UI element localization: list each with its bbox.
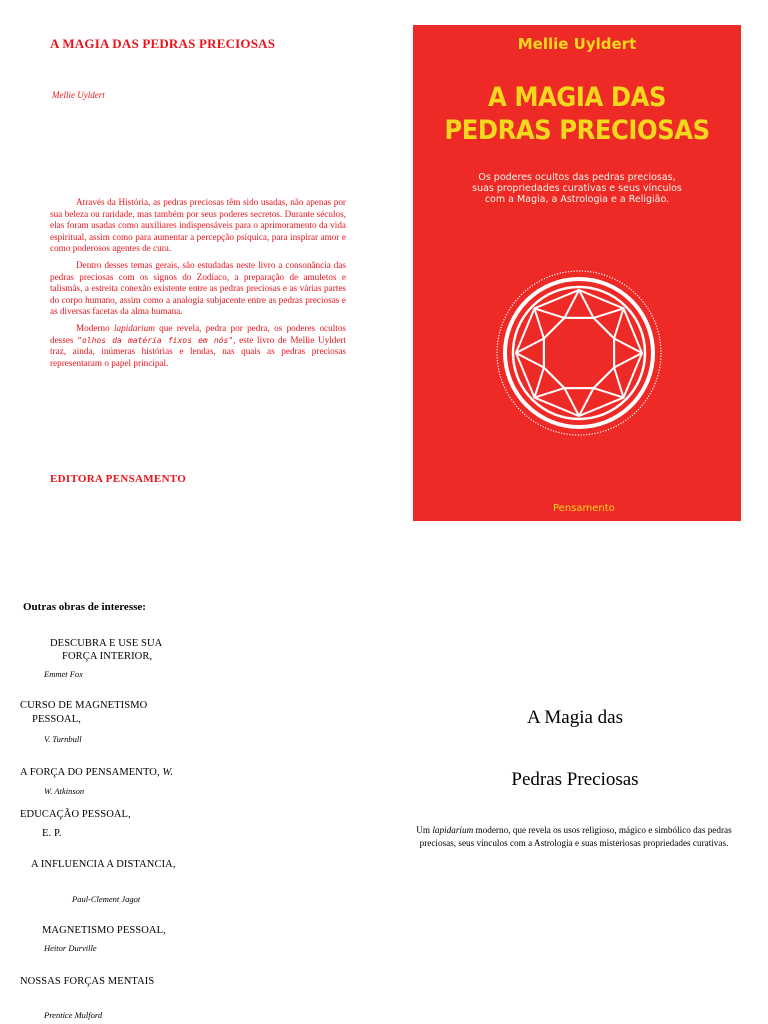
work-item-5-title: A INFLUENCIA A DISTANCIA, (31, 859, 176, 870)
p3-text-e: , este livro de Mellie Uyldert traz, ainda, inúmeras histórias e lendas, nas quais as pedras preciosas representaram o papel principal. (50, 334, 347, 368)
work-item-6-title: MAGNETISMO PESSOAL, (42, 925, 166, 936)
left-page-body (50, 197, 346, 374)
gem-facet-line (579, 388, 624, 416)
work-item-3-author: W. Atkinson (44, 786, 85, 796)
back-desc-c: moderno, que revela os usos religioso, mágico e simbólico das pedras preciosas, seus vínculos com a Astrologia e suas misteriosas propriedades curativas. (419, 825, 732, 848)
work-item-2-title-1: CURSO DE MAGNETISMO (20, 700, 148, 711)
left-page-publisher: EDITORA PENSAMENTO (50, 473, 187, 485)
left-page-author: Mellie Uyldert (52, 90, 105, 100)
book-cover (413, 25, 741, 521)
cover-title-line-1: A MAGIA DAS (487, 82, 667, 113)
work-item-2-author: V. Turnbull (44, 734, 82, 744)
back-description (398, 824, 750, 850)
work-item-4-title: EDUCAÇÃO PESSOAL, (20, 809, 131, 820)
gem-facet-line (544, 368, 565, 389)
work-item-3-title (20, 766, 173, 779)
p3-lapidarium: lapidarium (114, 322, 155, 333)
back-desc-a: Um (416, 825, 433, 835)
work-item-1-title-2: FORÇA INTERIOR, (62, 651, 153, 662)
diamond-top-view-icon (495, 269, 663, 437)
back-desc-lapidarium: lapidarium (432, 825, 474, 835)
gem-facet-line (516, 353, 544, 398)
cover-title-line-2: PEDRAS PRECIOSAS (444, 115, 710, 146)
work-item-4-author: E. P. (42, 828, 62, 839)
cover-subtitle (413, 172, 741, 205)
gem-facet-line (594, 368, 615, 389)
gem-facet-line (614, 308, 642, 353)
work-item-3-title-text: A FORÇA DO PENSAMENTO, (20, 767, 163, 778)
p3-text-a: Moderno (76, 322, 114, 333)
gem-facet-line (579, 290, 624, 318)
work-item-7-author: Prentice Mulford (44, 1010, 103, 1020)
body-paragraph-1: Através da História, as pedras preciosas têm sido usadas, não apenas por sua beleza ou raridade, mas também por seus poderes secretos. Durante séculos, elas foram usadas como auxiliares indispensáveis para o aprimoramento da vida espiritual, assim como para aumentar a percepção psíquica, para inspirar amor e como poderosos agentes de cura. (50, 197, 346, 254)
gem-facet-line (594, 318, 615, 339)
left-page-title: A MAGIA DAS PEDRAS PRECIOSAS (50, 36, 276, 51)
work-item-2-title-2: PESSOAL, (32, 714, 81, 725)
cover-author: Mellie Uyldert (517, 35, 637, 53)
work-item-7-title: NOSSAS FORÇAS MENTAIS (20, 976, 155, 987)
cover-subtitle-line-1: Os poderes ocultos das pedras preciosas, (478, 172, 676, 183)
work-item-1-title-1: DESCUBRA E USE SUA (50, 638, 163, 649)
back-title-line-2: Pedras Preciosas (511, 769, 639, 790)
cover-publisher: Pensamento (553, 503, 615, 514)
body-paragraph-3 (50, 323, 346, 369)
cover-subtitle-line-3: com a Magia, a Astrologia e a Religião. (484, 194, 670, 205)
cover-title (429, 81, 724, 147)
p3-quote: "olhos da matéria fixos em nós" (77, 335, 234, 345)
back-title-line-1: A Magia das (526, 707, 624, 728)
other-works-heading: Outras obras de interesse: (23, 601, 146, 613)
gem-facet-line (516, 308, 544, 353)
work-item-1-author: Emmet Fox (44, 669, 83, 679)
gem-facet-line (534, 290, 579, 318)
cover-subtitle-line-2: suas propriedades curativas e seus vínculos (472, 183, 682, 194)
p3-text-c: que revela, pedra por pedra, os poderes ocultos desses (50, 322, 346, 345)
work-item-5-author: Paul-Clement Jagot (72, 894, 141, 904)
gem-facet-line (534, 388, 579, 416)
work-item-3-title-initial: W. (162, 767, 174, 778)
gem-facet-line (544, 318, 565, 339)
gem-facet-line (614, 353, 642, 398)
body-paragraph-2: Dentro desses temas gerais, são estudadas neste livro a consonância das pedras preciosas com os signos do Zodíaco, a preparação de amuletos e talismãs, a estreita conexão existente entre as pedras preciosas e as várias partes do corpo humano, assim como a analogia subjacente entre as pedras preciosas e as diversas facetas da alma humana. (50, 259, 346, 317)
work-item-6-author: Heitor Durville (44, 943, 97, 953)
